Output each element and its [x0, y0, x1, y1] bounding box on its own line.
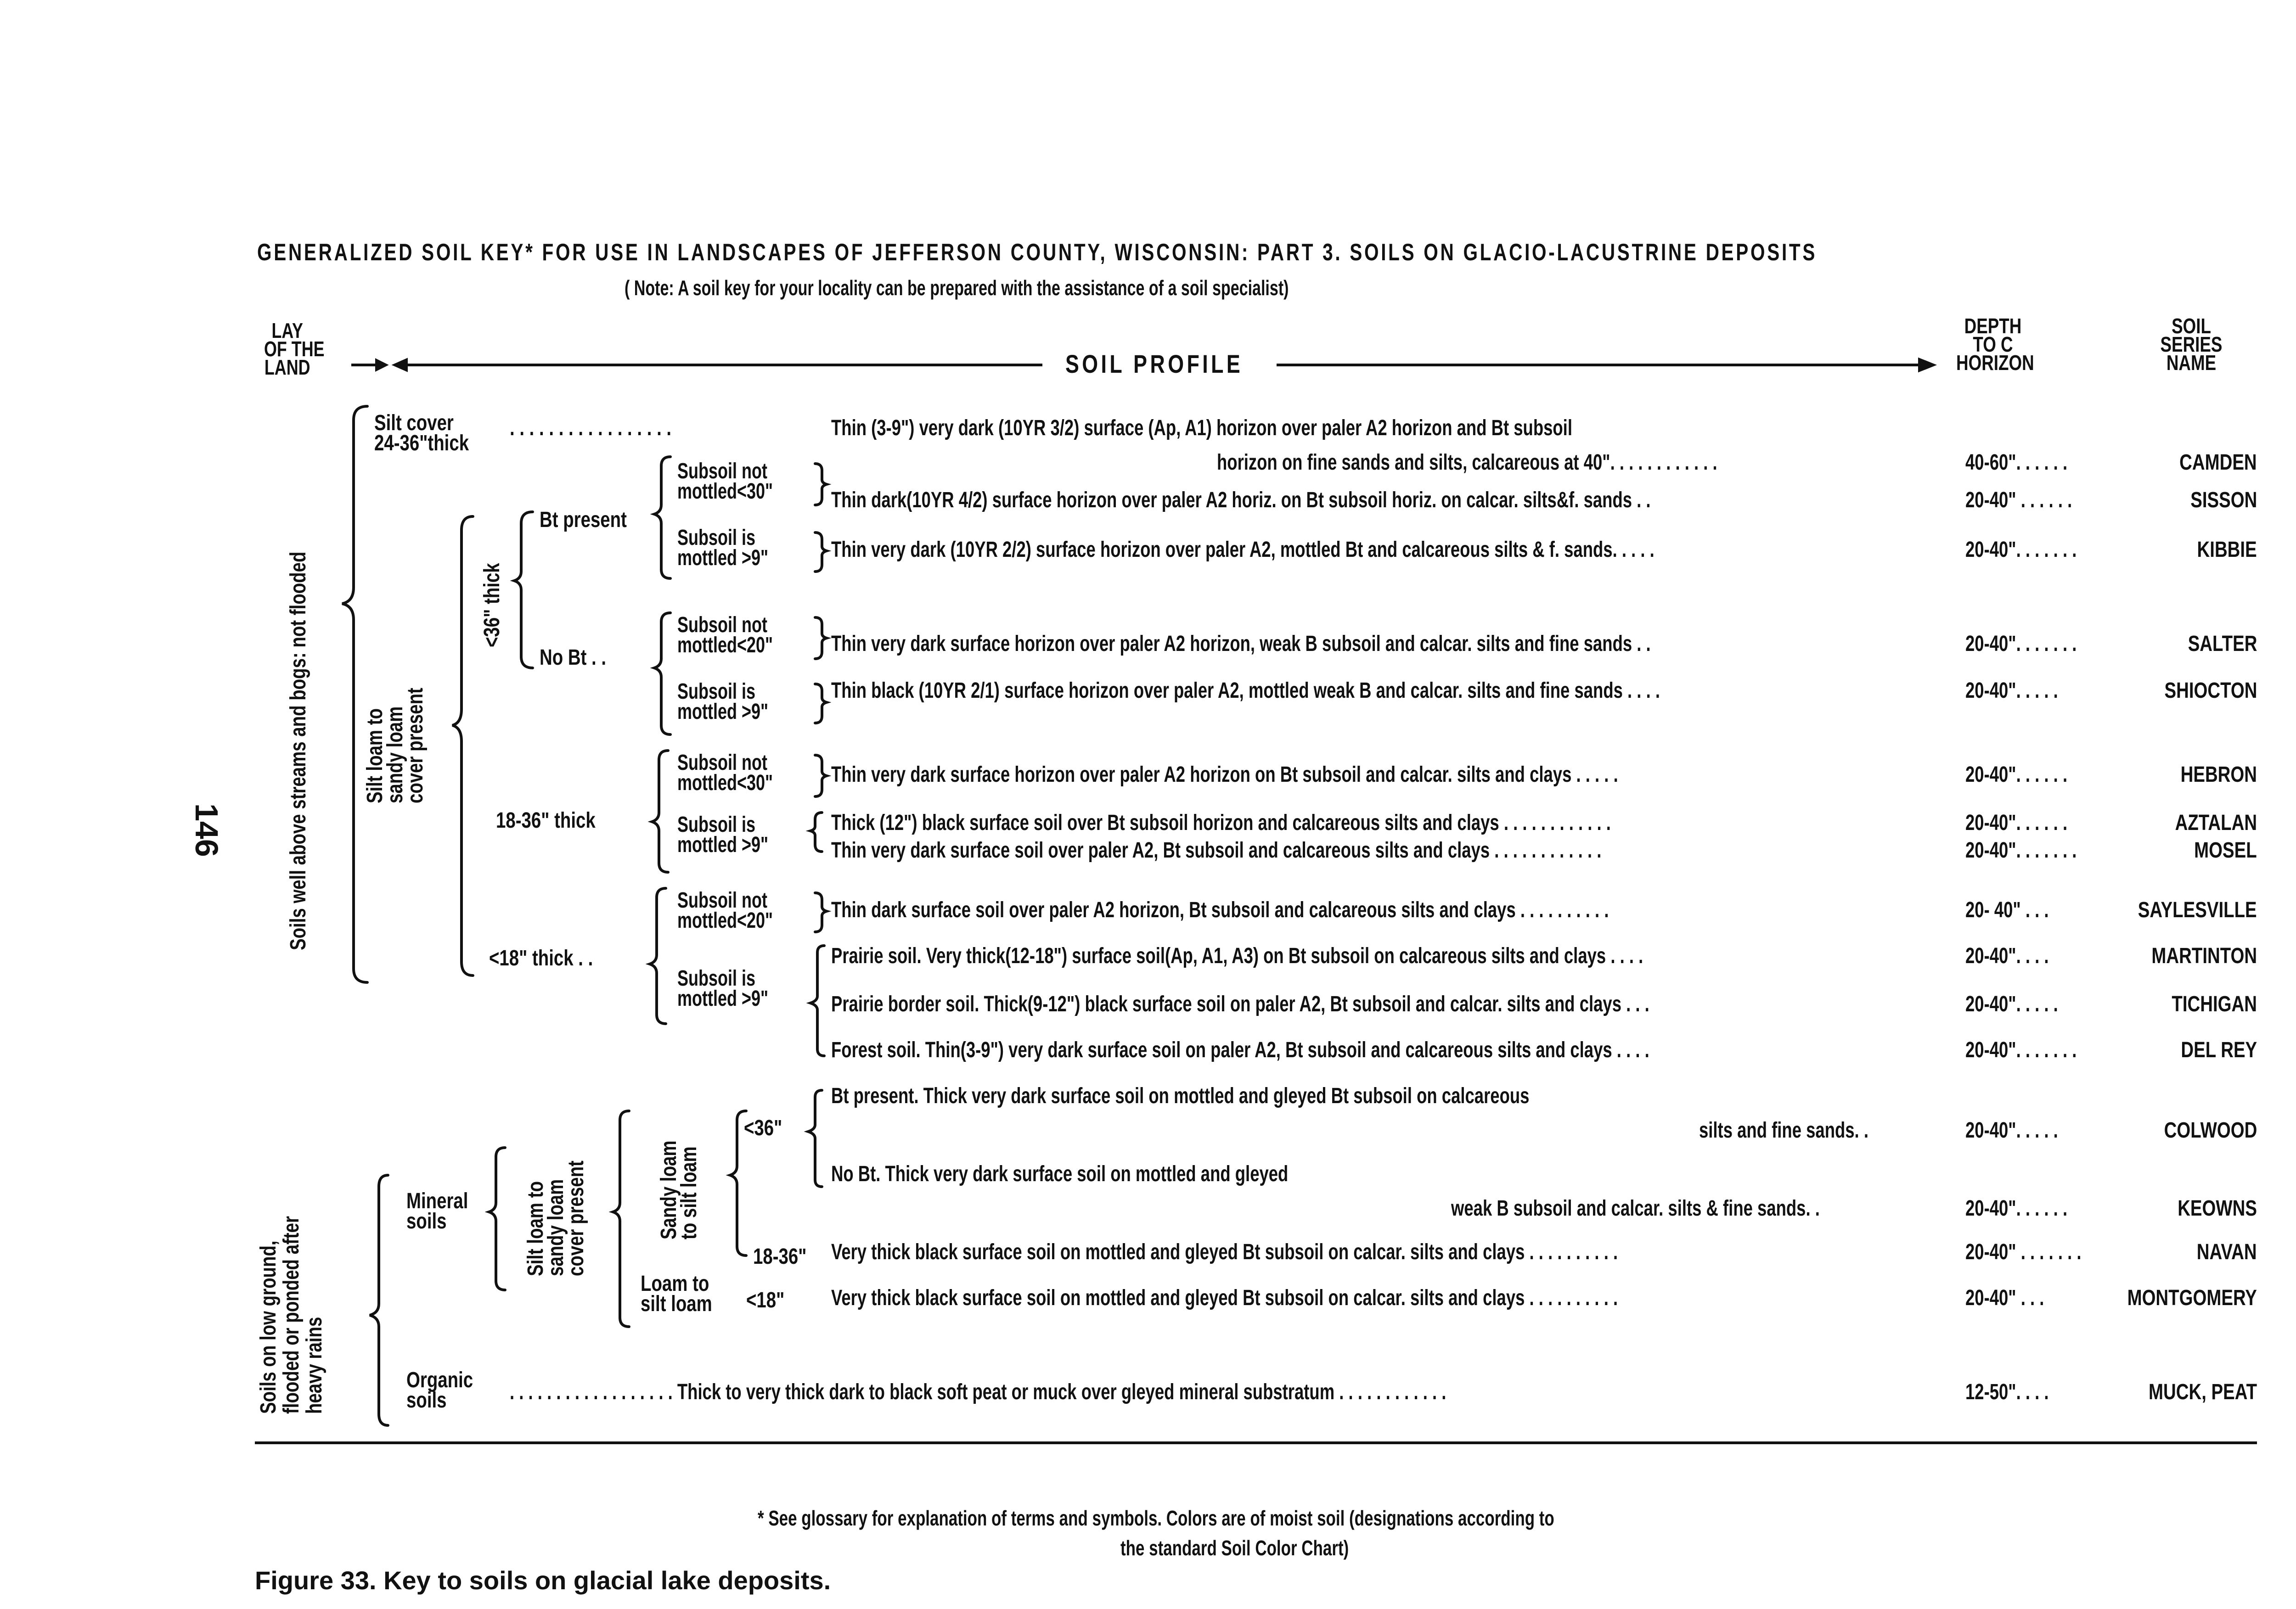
row-description: Prairie border soil. Thick(9-12") black surface soil on paler A2, Bt subsoil and calcar. silts and clays . . . [831, 992, 1649, 1016]
row-depth: 20- 40" . . . [1965, 898, 2049, 922]
row-depth: 20-40" . . . . . . [1965, 488, 2072, 512]
row-description: . . . . . . . . . . . . . . . . . . Thick to very thick dark to black soft peat or muck over gleyed mineral substratum . . . . . . . . . . . . [510, 1380, 1446, 1404]
row-series-name: TICHIGAN [2172, 992, 2257, 1016]
label-subsoil-not-20-a: Subsoil not mottled<20" [677, 613, 773, 657]
label-subsoil-not-30-b: Subsoil not mottled<30" [677, 751, 773, 795]
row-description: Forest soil. Thin(3-9") very dark surface soil on paler A2, Bt subsoil and calcareous silts and clays . . . . [831, 1038, 1649, 1062]
label-organic-soils: Organic soils [406, 1368, 473, 1413]
row-depth: 20-40" . . . [1965, 1286, 2044, 1310]
row-description: weak B subsoil and calcar. silts & fine sands. . [1451, 1196, 1820, 1221]
row-description: Thick (12") black surface soil over Bt subsoil horizon and calcareous silts and clays . . . . . . . . . . . . [831, 811, 1611, 835]
row-series-name: MUCK, PEAT [2148, 1380, 2257, 1404]
row-series-name: SALTER [2188, 632, 2257, 656]
footnote-line-2: the standard Soil Color Chart) [1120, 1536, 1349, 1560]
row-series-name: CAMDEN [2179, 450, 2257, 475]
label-lt18-thick: <18" thick . . [489, 946, 593, 970]
row-description: Thin very dark surface soil over paler A2, Bt subsoil and calcareous silts and clays . . . . . . . . . . . . [831, 838, 1602, 863]
row-depth: 20-40". . . . . . . [1965, 838, 2077, 863]
page-title: GENERALIZED SOIL KEY* FOR USE IN LANDSCAPES OF JEFFERSON COUNTY, WISCONSIN: PART 3. SOILS ON GLACIO-LACUSTRINE DEPOSITS [257, 239, 1818, 266]
label-subsoil-not-20-b: Subsoil not mottled<20" [677, 888, 773, 933]
row-depth: 20-40". . . . [1965, 944, 2049, 968]
label-subsoil-is-9-c: Subsoil is mottled >9" [677, 813, 769, 857]
label-sandy-loam: Sandy loam to silt loam [657, 1140, 701, 1239]
label-silt-cover: Silt cover 24-36"thick [374, 411, 469, 455]
row-description: Thin black (10YR 2/1) surface horizon over paler A2, mottled weak B and calcar. silts and fine sands . . . . [831, 678, 1660, 703]
label-bt-present: Bt present [540, 508, 627, 532]
label-subsoil-is-9-b: Subsoil is mottled >9" [677, 679, 769, 724]
row-depth: 20-40". . . . . . . [1965, 632, 2077, 656]
header-depth: DEPTH TO C HORIZON [1956, 314, 2034, 375]
label-mineral-soils: Mineral soils [406, 1189, 468, 1233]
row-description: Very thick black surface soil on mottled and gleyed Bt subsoil on calcar. silts and clays . . . . . . . . . . [831, 1286, 1618, 1310]
page-number: 146 [189, 803, 225, 857]
row-depth: 20-40". . . . . [1965, 992, 2058, 1016]
row-description: Thin (3-9") very dark (10YR 3/2) surface (Ap, A1) horizon over paler A2 horizon and Bt subsoil [831, 416, 1572, 440]
label-subsoil-is-9-d: Subsoil is mottled >9" [677, 966, 769, 1011]
row-series-name: SISSON [2190, 488, 2257, 512]
figure-caption: Figure 33. Key to soils on glacial lake deposits. [255, 1566, 831, 1595]
label-low-ground: Soils on low ground, flooded or ponded after heavy rains [256, 1216, 326, 1414]
row-depth: 20-40" . . . . . . . [1965, 1240, 2082, 1264]
row-depth: 20-40". . . . . . . [1965, 538, 2077, 562]
label-lt18-low: <18" [746, 1288, 785, 1312]
row-series-name: AZTALAN [2175, 811, 2257, 835]
row-series-name: HEBRON [2180, 762, 2257, 787]
row-series-name: COLWOOD [2164, 1118, 2257, 1143]
label-silt-loam-cover-low: Silt loam to sandy loam cover present [523, 1160, 588, 1276]
row-series-name: DEL REY [2181, 1038, 2257, 1062]
row-description: Thin dark(10YR 4/2) surface horizon over paler A2 horiz. on Bt subsoil horiz. on calcar. silts&f. sands . . [831, 488, 1651, 512]
row-depth: 20-40". . . . . [1965, 678, 2058, 703]
row-description: horizon on fine sands and silts, calcareous at 40". . . . . . . . . . . . [1217, 450, 1717, 475]
row-description: Thin very dark (10YR 2/2) surface horizon over paler A2, mottled Bt and calcareous silts & f. sands. . . . . [831, 538, 1654, 562]
row-description: No Bt. Thick very dark surface soil on mottled and gleyed [831, 1162, 1289, 1186]
row-depth: 20-40". . . . . . [1965, 811, 2068, 835]
row-depth: 40-60". . . . . . [1965, 450, 2068, 475]
row-depth: 20-40". . . . . . [1965, 1196, 2068, 1221]
bottom-rule [255, 1441, 2257, 1444]
title-note: ( Note: A soil key for your locality can be prepared with the assistance of a soil specialist) [625, 276, 1289, 300]
row-series-name: MARTINTON [2151, 944, 2257, 968]
footnote-line-1: * See glossary for explanation of terms and symbols. Colors are of moist soil (designations according to [758, 1506, 1554, 1530]
label-18-36-low: 18-36" [753, 1245, 807, 1269]
label-subsoil-is-9-a: Subsoil is mottled >9" [677, 526, 769, 570]
row-depth: 20-40". . . . . . [1965, 762, 2068, 787]
row-description: Thin dark surface soil over paler A2 horizon, Bt subsoil and calcareous silts and clays . . . . . . . . . . [831, 898, 1609, 922]
silt-cover-leader: . . . . . . . . . . . . . . . . . [510, 416, 672, 440]
row-series-name: KEOWNS [2178, 1196, 2257, 1221]
row-description: silts and fine sands. . [1699, 1118, 1868, 1143]
label-loam-to-silt-loam: Loam to silt loam [641, 1272, 712, 1316]
header-series: SOIL SERIES NAME [2160, 314, 2223, 375]
label-no-bt: No Bt . . [540, 645, 607, 670]
label-lt36-thick: <36" thick [480, 563, 504, 647]
row-depth: 20-40". . . . . [1965, 1118, 2058, 1143]
row-description: Prairie soil. Very thick(12-18") surface soil(Ap, A1, A3) on Bt subsoil on calcareous silts and clays . . . . [831, 944, 1643, 968]
row-series-name: SAYLESVILLE [2138, 898, 2257, 922]
row-description: Bt present. Thick very dark surface soil on mottled and gleyed Bt subsoil on calcareous [831, 1084, 1530, 1108]
row-depth: 12-50". . . . [1965, 1380, 2049, 1404]
header-soil-profile: SOIL PROFILE [1065, 349, 1244, 378]
row-series-name: NAVAN [2197, 1240, 2257, 1264]
label-well-above-streams: Soils well above streams and bogs: not flooded [286, 551, 310, 950]
row-description: Thin very dark surface horizon over paler A2 horizon, weak B subsoil and calcar. silts and fine sands . . [831, 632, 1651, 656]
header-lay-of-land: LAY OF THE LAND [264, 319, 325, 379]
label-18-36-thick: 18-36" thick [496, 808, 596, 833]
label-subsoil-not-30-a: Subsoil not mottled<30" [677, 459, 773, 504]
row-series-name: KIBBIE [2197, 538, 2257, 562]
label-silt-loam-cover: Silt loam to sandy loam cover present [363, 688, 428, 803]
row-series-name: MOSEL [2194, 838, 2257, 863]
row-series-name: SHIOCTON [2164, 678, 2257, 703]
row-description: Very thick black surface soil on mottled and gleyed Bt subsoil on calcar. silts and clays . . . . . . . . . . [831, 1240, 1618, 1264]
label-lt36-low: <36" [744, 1116, 782, 1140]
row-series-name: MONTGOMERY [2127, 1286, 2257, 1310]
row-depth: 20-40". . . . . . . [1965, 1038, 2077, 1062]
row-description: Thin very dark surface horizon over paler A2 horizon on Bt subsoil and calcar. silts and clays . . . . . [831, 762, 1618, 787]
